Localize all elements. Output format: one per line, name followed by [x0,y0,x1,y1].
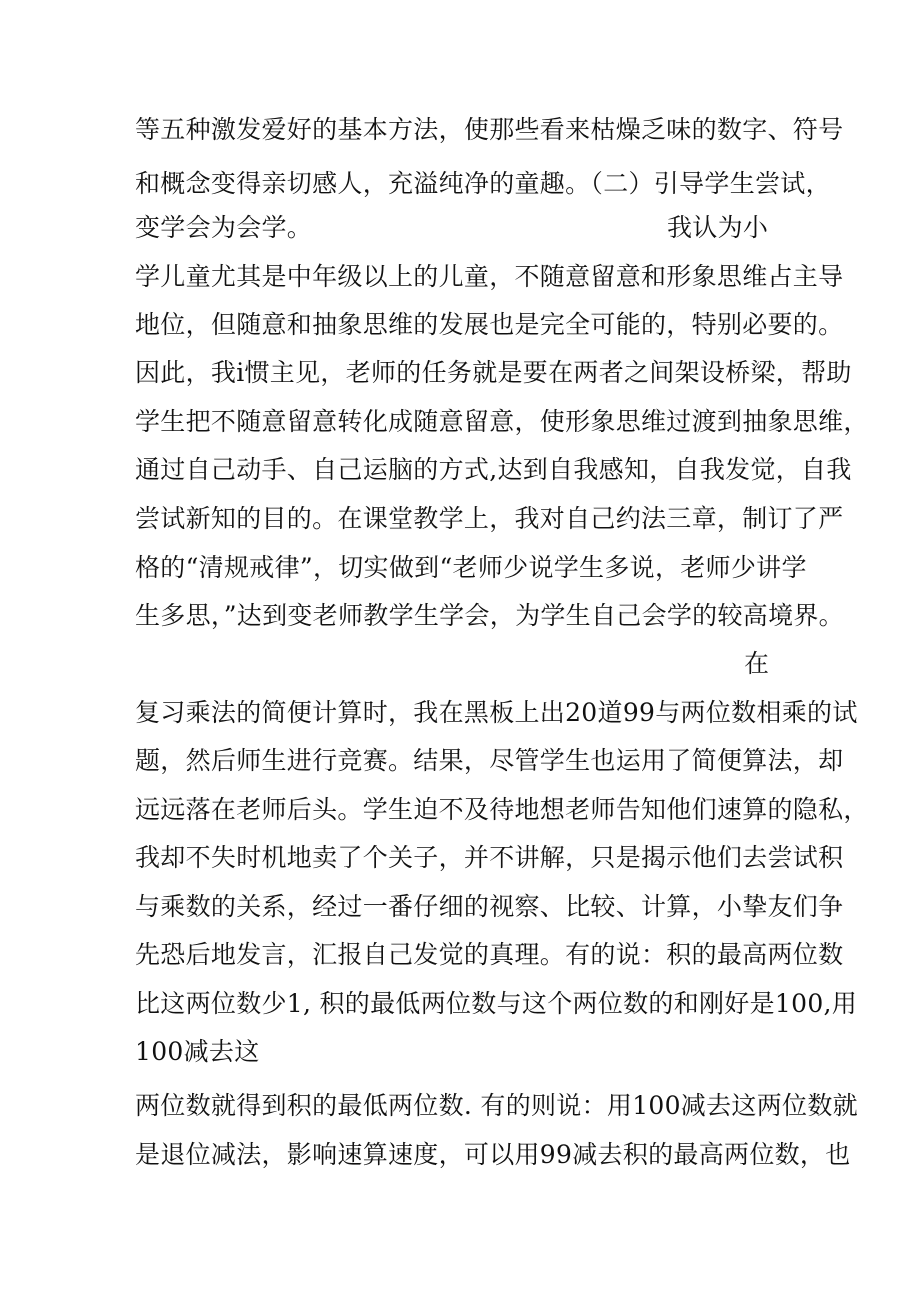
paragraph-line: 尝试新知的目的。在课堂教学上，我对自己约法三章，制订了严 [135,504,844,533]
paragraph-line: 生多思，”达到变老师教学生学会，为学生自己会学的较高境界。 [135,601,844,630]
paragraph-line: 和概念变得亲切感人，充溢纯净的童趣。（二）引导学生尝试， [135,169,831,198]
paragraph-line: 等五种激发爱好的基本方法，使那些看来枯燥乏味的数字、符号 [135,115,844,144]
paragraph-line: 通过自己动手、自己运脑的方式,达到自我感知，自我发觉，自我 [135,455,852,484]
paragraph-line: 比这两位数少1, 积的最低两位数与这个两位数的和刚好是100,用 [135,989,858,1018]
paragraph-line: 我认为小 [667,213,769,242]
paragraph-line: 地位，但随意和抽象思维的发展也是完全可能的，特别必要的。 [135,310,844,339]
paragraph-line: 格的“清规戒律”，切实做到“老师少说学生多说，老师少讲学 [135,553,807,582]
paragraph-line: 先恐后地发言，汇报自己发觉的真理。有的说：积的最高两位数 [135,940,844,969]
paragraph-line: 我却不失时机地卖了个关子，并不讲解，只是揭示他们去尝试积 [135,843,844,872]
paragraph-line: 与乘数的关系，经过一番仔细的视察、比较、计算，小挚友们争 [135,892,844,921]
paragraph-line: 100减去这 [135,1037,260,1066]
paragraph-line: 因此，我i惯主见，老师的任务就是要在两者之间架设桥梁，帮助 [135,358,852,387]
paragraph-line: 在 [744,649,770,678]
paragraph-line: 是退位减法，影响速算速度，可以用99减去积的最高两位数，也 [135,1140,851,1169]
paragraph-line: 复习乘法的简便计算时，我在黑板上出20道99与两位数相乘的试 [135,698,858,727]
paragraph-line: 两位数就得到积的最低两位数. 有的则说：用100减去这两位数就 [135,1091,858,1120]
paragraph-line: 题，然后师生进行竞赛。结果，尽管学生也运用了简便算法，却 [135,746,844,775]
paragraph-line: 变学会为会学。 [135,213,313,242]
paragraph-line: 学生把不随意留意转化成随意留意，使形象思维过渡到抽象思维， [135,407,869,436]
paragraph-line: 学儿童尤其是中年级以上的儿童，不随意留意和形象思维占主导 [135,262,844,291]
paragraph-line: 远远落在老师后头。学生迫不及待地想老师告知他们速算的隐私， [135,795,869,824]
